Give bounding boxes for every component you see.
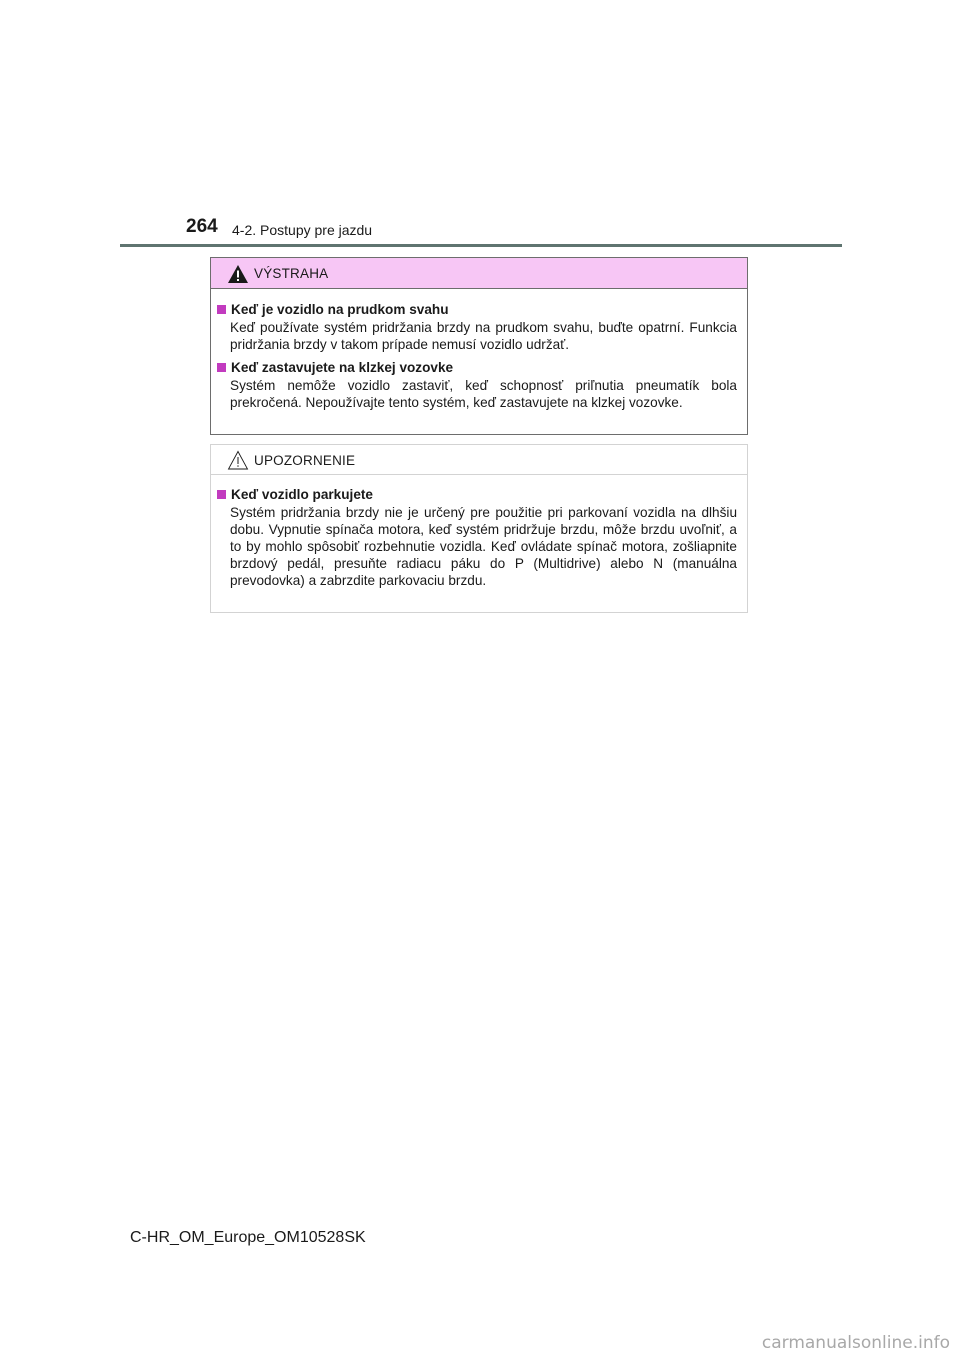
section-title: 4-2. Postupy pre jazdu xyxy=(232,222,373,238)
header-rule xyxy=(120,244,842,247)
warning-triangle-filled-icon xyxy=(227,264,249,284)
warning-item xyxy=(217,301,737,353)
warning-triangle-outline-icon xyxy=(227,450,249,470)
square-bullet-icon xyxy=(217,363,226,372)
square-bullet-icon xyxy=(217,305,226,314)
page-number: 264 xyxy=(186,216,218,237)
warning-title: VÝSTRAHA xyxy=(254,266,329,281)
notice-item xyxy=(217,486,737,589)
notice-header xyxy=(211,445,747,475)
warning-box xyxy=(210,257,748,435)
document-id: C-HR_OM_Europe_OM10528SK xyxy=(130,1229,366,1246)
warning-item-heading: Keď je vozidlo na prudkom svahu xyxy=(231,302,449,317)
warning-item-body: Systém nemôže vozidlo zastaviť, keď schopnosť priľnutia pneumatík bola prekročená. Nepoužívajte tento systém, keď zastavujete na klzkej vozovke. xyxy=(230,378,737,410)
notice-item-body: Systém pridržania brzdy nie je určený pre použitie pri parkovaní vozidla na dlhšiu dobu. Vypnutie spínača motora, keď systém pridržuje brzdu, môže brzdu uvoľniť, a to by mohlo spôsobiť rozbehnutie vozidla. Keď ovládate spínač motora, zošliapnite brzdový pedál, presuňte radiacu páku do P (Multidrive) alebo N (manuálna prevodovka) a zabrzdite parkovaciu brzdu. xyxy=(230,505,737,588)
watermark: carmanualsonline.info xyxy=(761,1333,950,1353)
square-bullet-icon xyxy=(217,490,226,499)
notice-title: UPOZORNENIE xyxy=(254,453,356,468)
notice-item-heading: Keď vozidlo parkujete xyxy=(231,487,373,502)
warning-item-body: Keď používate systém pridržania brzdy na prudkom svahu, buďte opatrní. Funkcia pridržania brzdy v takom prípade nemusí vozidlo udržať. xyxy=(230,320,737,352)
warning-item xyxy=(217,359,737,411)
notice-box xyxy=(210,444,748,613)
warning-item-heading: Keď zastavujete na klzkej vozovke xyxy=(231,360,454,375)
warning-header xyxy=(211,258,747,289)
